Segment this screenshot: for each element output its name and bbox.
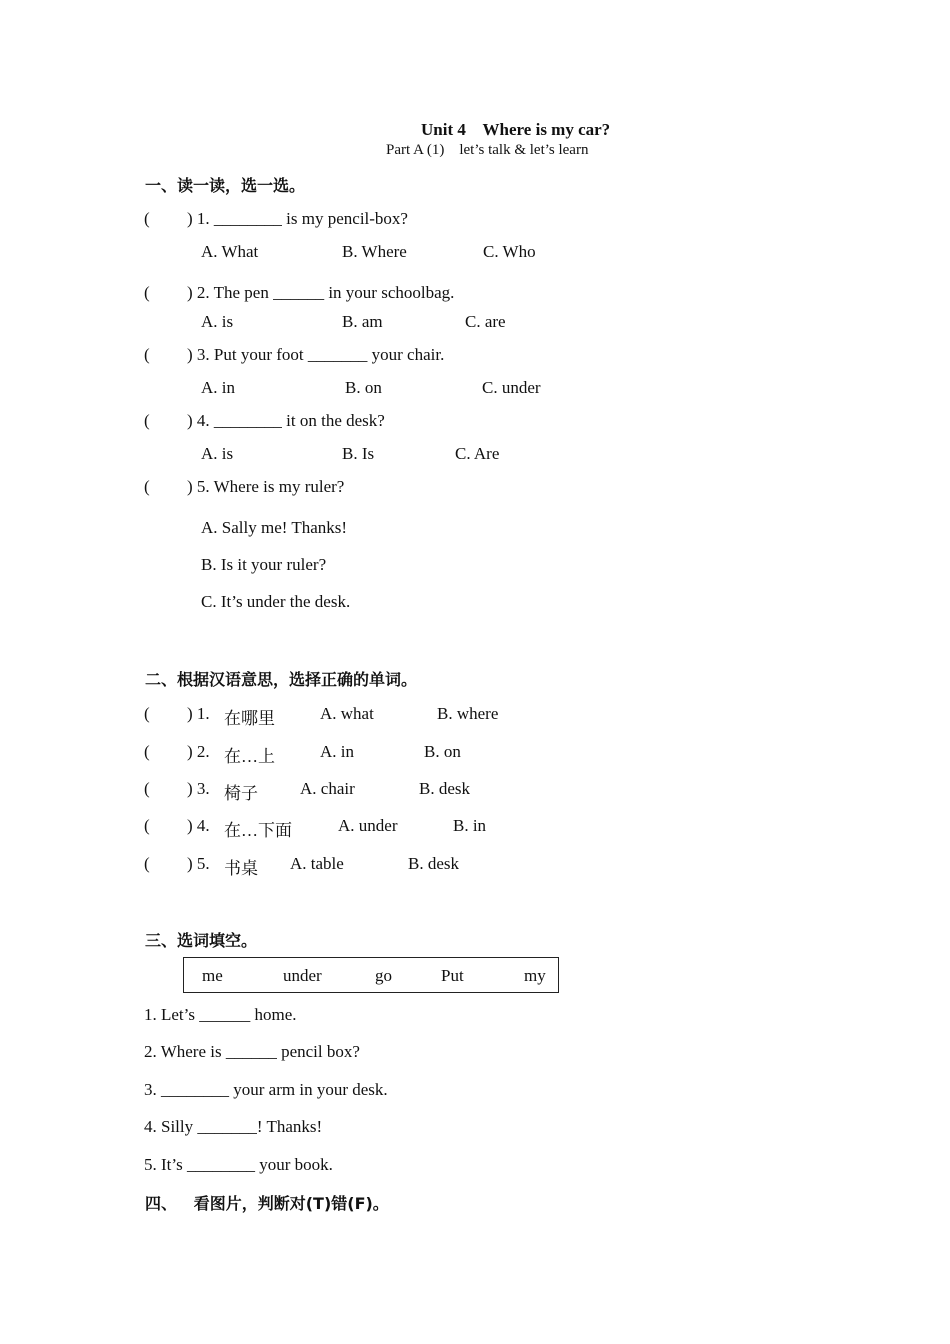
section1-heading: 一、读一读，选一选。	[145, 176, 306, 195]
chinese-meaning: 在哪里	[224, 709, 275, 728]
question-stem: ) 5.	[187, 854, 210, 873]
question-stem: ) 2.	[187, 742, 210, 761]
question-stem: ) 1.	[187, 704, 210, 723]
question-stem: ) 4.	[187, 816, 210, 835]
option-a: A. What	[201, 242, 259, 261]
word-bank-item: my	[524, 966, 546, 985]
option-b: B. Where	[342, 242, 407, 261]
option-a: A. table	[290, 854, 344, 873]
option-a: A. under	[338, 816, 398, 835]
option-b: B. desk	[408, 854, 459, 873]
fill-blank-sentence: 3. ________ your arm in your desk.	[144, 1080, 388, 1099]
option-b: B. where	[437, 704, 499, 723]
chinese-meaning: 椅子	[224, 784, 258, 803]
option-c: C. are	[465, 312, 506, 331]
word-bank-item: me	[202, 966, 223, 985]
answer-bracket[interactable]: (	[144, 704, 150, 723]
answer-bracket[interactable]: (	[144, 209, 150, 228]
answer-bracket[interactable]: (	[144, 854, 150, 873]
fill-blank-sentence: 5. It’s ________ your book.	[144, 1155, 333, 1174]
answer-bracket[interactable]: (	[144, 816, 150, 835]
answer-bracket[interactable]: (	[144, 779, 150, 798]
word-bank-item: go	[375, 966, 392, 985]
option-b: B. on	[345, 378, 382, 397]
chinese-meaning: 在…上	[224, 747, 275, 766]
answer-bracket[interactable]: (	[144, 477, 150, 496]
option-a: A. in	[201, 378, 235, 397]
option-b: B. in	[453, 816, 487, 835]
option-a: A. in	[320, 742, 354, 761]
answer-bracket[interactable]: (	[144, 345, 150, 364]
question-stem: ) 2. The pen ______ in your schoolbag.	[187, 283, 455, 302]
option-c: C. It’s under the desk.	[201, 592, 351, 611]
option-b: B. Is	[342, 444, 375, 463]
word-bank	[183, 957, 559, 993]
option-a: A. chair	[300, 779, 355, 798]
word-bank-item: Put	[441, 966, 464, 985]
option-b: B. on	[424, 742, 461, 761]
question-stem: ) 4. ________ it on the desk?	[187, 411, 385, 430]
option-b: B. am	[342, 312, 383, 331]
option-a: A. Sally me! Thanks!	[201, 518, 348, 537]
option-b: B. desk	[419, 779, 470, 798]
option-c: C. Are	[455, 444, 500, 463]
chinese-meaning: 在…下面	[224, 821, 292, 840]
option-a: A. is	[201, 312, 234, 331]
chinese-meaning: 书桌	[224, 859, 258, 878]
word-bank-item: under	[283, 966, 322, 985]
page-title: Unit 4 Where is my car?	[421, 120, 611, 139]
page-subtitle: Part A (1) let’s talk & let’s learn	[386, 142, 589, 158]
option-a: A. is	[201, 444, 234, 463]
question-stem: ) 3.	[187, 779, 210, 798]
section4-heading: 四、 看图片，判断对(T)错(F)。	[145, 1194, 389, 1213]
answer-bracket[interactable]: (	[144, 283, 150, 302]
fill-blank-sentence: 2. Where is ______ pencil box?	[144, 1042, 360, 1061]
question-stem: ) 1. ________ is my pencil-box?	[187, 209, 408, 228]
option-a: A. what	[320, 704, 374, 723]
option-b: B. Is it your ruler?	[201, 555, 327, 574]
option-c: C. Who	[483, 242, 536, 261]
answer-bracket[interactable]: (	[144, 411, 150, 430]
fill-blank-sentence: 1. Let’s ______ home.	[144, 1005, 297, 1024]
question-stem: ) 5. Where is my ruler?	[187, 477, 345, 496]
fill-blank-sentence: 4. Silly _______! Thanks!	[144, 1117, 323, 1136]
option-c: C. under	[482, 378, 541, 397]
answer-bracket[interactable]: (	[144, 742, 150, 761]
section3-heading: 三、选词填空。	[145, 931, 258, 950]
section2-heading: 二、根据汉语意思，选择正确的单词。	[145, 670, 418, 689]
question-stem: ) 3. Put your foot _______ your chair.	[187, 345, 445, 364]
